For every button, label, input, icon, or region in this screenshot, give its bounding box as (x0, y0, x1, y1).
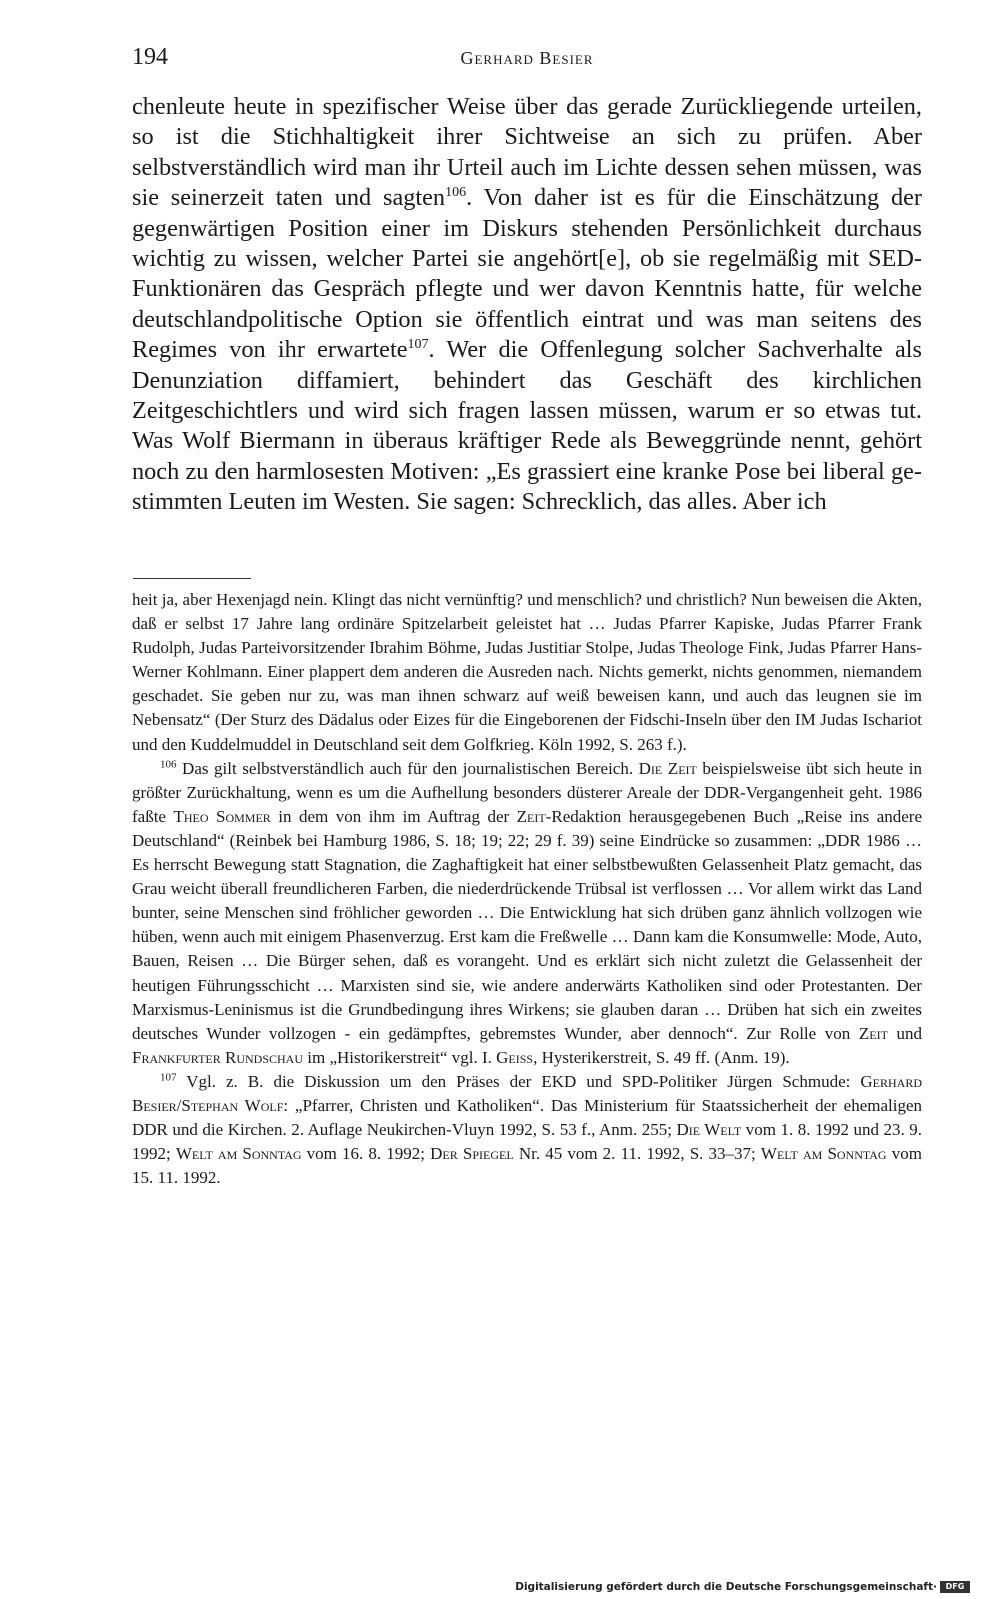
footnote-text: Das gilt selbstverständlich auch für den journalistischen Bereich. (176, 758, 639, 778)
newspaper-name: Die Zeit (638, 758, 697, 778)
author-name: I. Geiss (481, 1047, 534, 1067)
digitization-note: Digitalisierung gefördert durch die Deutsche Forschungsgemeinschaft· (515, 1581, 937, 1593)
newspaper-name: Welt am Sonntag (760, 1144, 887, 1164)
footnote-text: Vgl. z. B. die Diskussion um den Präses der EKD und SPD-Politiker Jürgen Schmude: (176, 1071, 861, 1091)
newspaper-name: Die Welt (676, 1120, 742, 1140)
footnote-ref-107: 107 (407, 337, 429, 353)
footnote-text: , Hysterikerstreit, S. 49 ff. (Anm. 19). (533, 1047, 790, 1067)
footnote-text: Nr. 45 vom 2. 11. 1992, S. 33–37; (513, 1144, 761, 1164)
newspaper-name: Welt am Sonntag (175, 1144, 302, 1164)
main-text-part-1: chenleute heute in spezifischer Weise über das gerade Zurückliegende urteilen, so ist die Stichhaltigkeit ihrer Sichtweise an sich zu prüfen. Aber selbstverständlich wird man ihr Urteil auch im Lichte dessen sehen müssen, was sie seinerzeit taten und sagten (132, 93, 922, 212)
footnote-text: : „Pfarrer, Christen und Katholiken“. Das Ministerium für Staatssicherheit der ehemaligen DDR und die Kirchen. 2. Auflage Neukirchen-Vluyn 1992, S. 53 f., Anm. 255; (132, 1095, 923, 1140)
newspaper-name: Frankfurter Rundschau (132, 1047, 304, 1067)
footnote-text: beispielsweise übt sich heute in größter Zurückhaltung, wenn es um die Aufhellung besonders düsterer Areale der DDR-Vergangenheit geht. 1986 faßte (132, 758, 922, 826)
footnote-separator (133, 578, 251, 579)
newspaper-name: Zeit (516, 806, 546, 826)
page-number: 194 (132, 44, 168, 70)
newspaper-name: Zeit (858, 1023, 888, 1043)
footnote-text: vom 16. 8. 1992; (301, 1144, 431, 1164)
digitization-credit (515, 1581, 970, 1593)
main-text-part-3: . Wer die Offenlegung solcher Sachverhalte als Denunziation diffamiert, behindert das Geschäft des kirchlichen Zeitgeschichtlers und wird sich fragen lassen müssen, warum er so etwas tut. Was Wolf Biermann in überaus kräftiger Rede als Beweggründe nennt, gehört noch zu den harmlosesten Motiven: „Es grassiert eine kranke Pose bei liberal gestimmten Leuten im Westen. Sie sagen: Schrecklich, das alles. Aber ich (132, 336, 922, 516)
footnote-text: im „Historikerstreit“ vgl. (303, 1047, 482, 1067)
main-text (132, 92, 922, 518)
footnote-text: vom 1. 8. 1992 und 23. 9. 1992; (132, 1120, 922, 1164)
footnote-ref-106: 106 (445, 185, 467, 201)
main-text-part-2: . Von daher ist es für die Einschätzung der gegenwärtigen Position einer im Diskurs stehenden Persönlichkeit durchaus wichtig zu wissen, welcher Partei sie angehört[e], ob sie regelmäßig mit SED-Funktionären das Gespräch pflegte und wer davon Kenntnis hatte, für welche deutschlandpolitische Option sie öffentlich eintrat und was man seitens des Regimes von ihr erwartete (132, 184, 922, 364)
author-name: Gerhard Besier/Stephan Wolf (132, 1071, 922, 1115)
author-name: Theo Sommer (173, 806, 271, 826)
footnote-107 (132, 1070, 922, 1190)
newspaper-name: Der Spiegel (430, 1144, 514, 1164)
page-header (132, 44, 922, 76)
footnote-text: in dem von ihm im Auftrag der (270, 806, 517, 826)
footnote-number: 107 (160, 1071, 177, 1084)
footnote-text: und (887, 1023, 922, 1043)
footnote-text: -Redaktion herausgegebenen Buch „Reise ins andere Deutschland“ (Reinbek bei Hamburg 1986, S. 18; 19; 22; 29 f. 39) seine Eindrücke so zusammen: „DDR 1986 … Es herrscht Bewegung statt Stagnation, die Zaghaftigkeit hat einer selbstbewußten Gelassenheit Platz gemacht, das Grau weicht überall freundlicheren Farben, die niederdrückende Trübsal ist verflossen … Vor allem wirkt das Land bunter, seine Menschen sind fröhlicher geworden … Die Entwicklung hat sich drüben ganz ähnlich vollzogen wie hüben, wenn auch mit einigem Phasenverzug. Erst kam die Freßwelle … Dann kam die Konsumwelle: Mode, Auto, Bauen, Reisen … Die Bürger sehen, daß es vorangeht. Und es erklärt sich nicht zuletzt die Gelassenheit der heutigen Führungsschicht … Marxisten sind sie, wie andere anderwärts Katholiken sind oder Protestanten. Der Marxismus-Leninismus ist die Grundbedingung ihres Wirkens; sie glauben daran … Drüben hat sich ein zweites deutsches Wunder vollzogen - ein gedämpftes, gebremstes Wunder, aber dennoch“. Zur Rolle von (132, 806, 923, 1043)
footnote-continuation: heit ja, aber Hexenjagd nein. Klingt das nicht vernünftig? und menschlich? und christlich? Nun beweisen die Akten, daß er selbst 17 Jahre lang ordinäre Spitzelarbeit geleistet hat … Judas Pfarrer Kapiske, Judas Pfarrer Frank Rudolph, Judas Parteivorsitzender Ibrahim Böhme, Judas Justitiar Stolpe, Judas Theologe Fink, Judas Pfarrer Hans-Werner Kohlmann. Einer plappert dem anderen die Ausreden nach. Nichts gemerkt, nichts genommen, niemandem geschadet. Sie geben nur zu, was man ihnen schwarz auf weiß beweisen kann, und auch das leugnen sie im Nebensatz“ (Der Sturz des Dädalus oder Eizes für die Eingeborenen der Fidschi-Inseln über den IM Judas Ischariot und den Kuddelmuddel in Deutschland seit dem Golfkrieg. Köln 1992, S. 263 f.). (132, 590, 922, 754)
footnote-number: 106 (160, 758, 177, 770)
dfg-logo: DFG (940, 1581, 970, 1593)
running-head: Gerhard Besier (460, 48, 594, 68)
footnote-text: vom 15. 11. 1992. (132, 1144, 922, 1188)
footnotes (132, 588, 922, 1190)
footnote-106 (132, 757, 922, 1070)
